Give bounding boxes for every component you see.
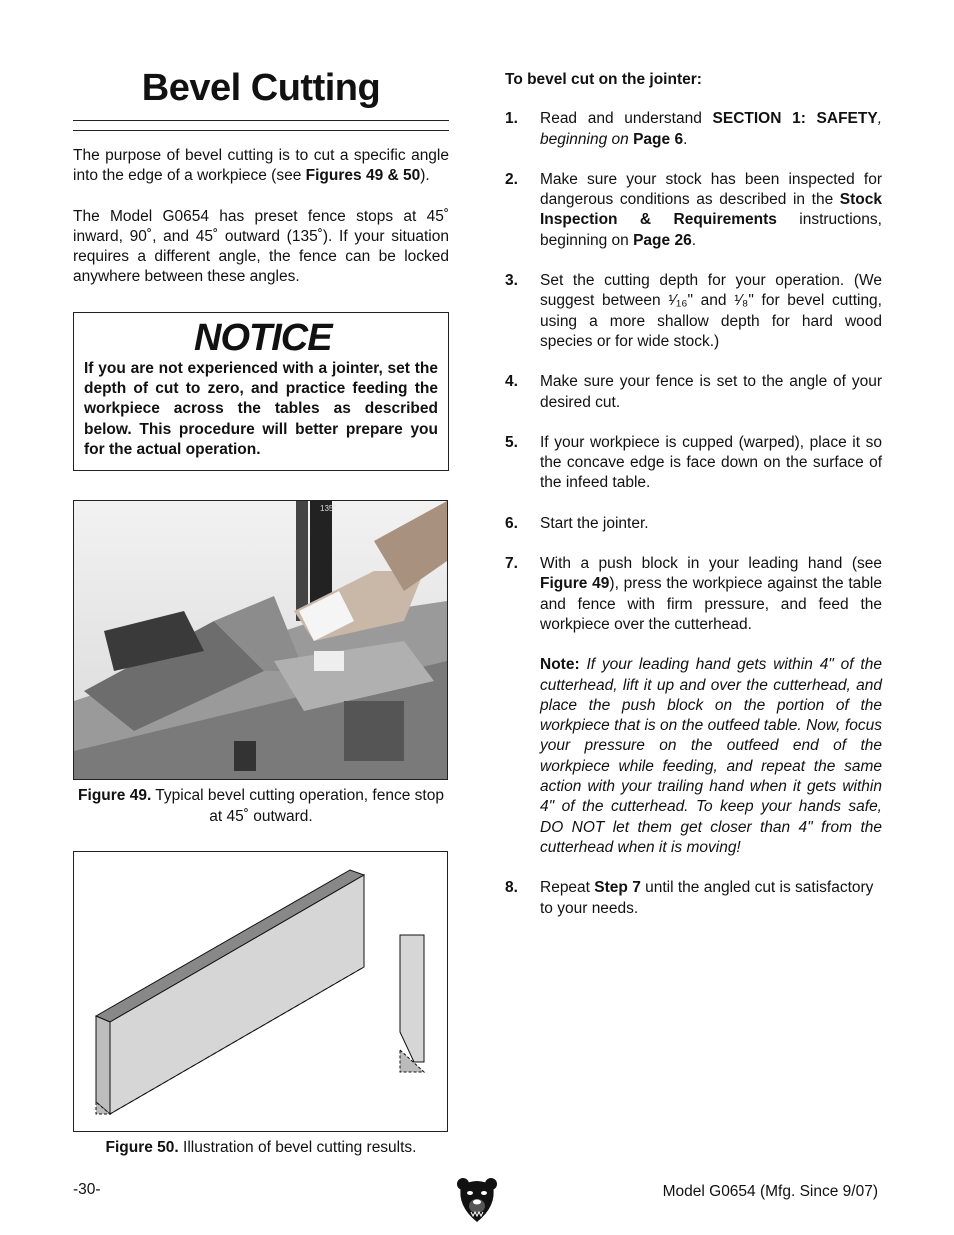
notice-box — [73, 312, 449, 471]
left-column — [73, 66, 449, 1158]
page-number: -30- — [73, 1181, 101, 1198]
step-7: 7. With a push block in your leading hand (see Figure 49), press the workpiece against the table and fence with firm pressure, and feed the workpiece over the cutterhead. Note: If your leading hand gets within 4" of the cutterhead, lift it up and over the cutterhead, and place the push block on the portion of the workpiece that is on the outfeed table. Now, focus your pressure on the outfeed end of the workpiece while feeding, and repeat the same action with your trailing hand when it gets within 4" of the cutterhead. To keep your hands safe, DO NOT let them get closer than 4" from the cutterhead when it is moving! — [505, 554, 882, 858]
title-rule-bottom — [73, 130, 449, 131]
intro-paragraph-2: The Model G0654 has preset fence stops at 45˚ inward, 90˚, and 45˚ outward (135˚). If your situation requires a different angle, the fence can be locked anywhere between these angles. — [73, 207, 449, 286]
figure-49-photo — [73, 500, 448, 780]
right-column — [505, 70, 882, 919]
figure-49-caption: Figure 49. Typical bevel cutting operation, fence stop at 45˚ outward. — [78, 787, 444, 825]
procedure-heading: To bevel cut on the jointer: — [505, 71, 702, 88]
title-rule-top — [73, 120, 449, 121]
jointer-photo-illustration — [74, 501, 447, 779]
step-3: 3. Set the cutting depth for your operation. (We suggest between ¹⁄₁₆" and ¹⁄₈" for bevel cutting, using a more shallow depth for hard wood species or for wide stock.) — [505, 272, 882, 350]
notice-body: If you are not experienced with a jointer, set the depth of cut to zero, and practice feeding the workpiece across the tables as described below. This procedure will better prepare you for the actual operation. — [84, 359, 438, 458]
notice-title: NOTICE — [194, 316, 332, 359]
grizzly-bear-logo-icon — [457, 1176, 497, 1222]
photo-scale-label: 135˚ — [320, 504, 337, 514]
step-2: 2. Make sure your stock has been inspected for dangerous conditions as described in the Stock Inspection & Requirements instructions, beginning on Page 26. — [505, 170, 882, 249]
step-6: 6. Start the jointer. — [505, 514, 649, 532]
figure-50-illustration — [73, 851, 448, 1132]
step-7-note: Note: If your leading hand gets within 4" of the cutterhead, lift it up and over the cutterhead, and place the push block on the portion of the workpiece that is on the outfeed table. Now, focus your pressure on the outfeed end of the workpiece while feeding, and repeat the same action with your trailing hand when it gets within 4" of the cutterhead. To keep your hands safe, DO NOT let them get closer than 4" from the cutterhead when it is moving! — [540, 656, 882, 856]
page-title: Bevel Cutting — [141, 67, 381, 109]
intro-paragraph-1: The purpose of bevel cutting is to cut a specific angle into the edge of a workpiece (see Figures 49 & 50). — [73, 147, 449, 185]
model-footer: Model G0654 (Mfg. Since 9/07) — [662, 1183, 878, 1200]
step-1: 1. Read and understand SECTION 1: SAFETY, beginning on Page 6. — [505, 110, 882, 148]
step-5: 5. If your workpiece is cupped (warped), place it so the concave edge is face down on the surface of the infeed table. — [505, 433, 882, 492]
step-8: 8. Repeat Step 7 until the angled cut is satisfactory to your needs. — [505, 879, 874, 917]
step-4: 4. Make sure your fence is set to the angle of your desired cut. — [505, 373, 882, 411]
bevel-board-diagram — [74, 852, 447, 1131]
figure-50-caption: Figure 50. Illustration of bevel cutting results. — [105, 1138, 417, 1156]
